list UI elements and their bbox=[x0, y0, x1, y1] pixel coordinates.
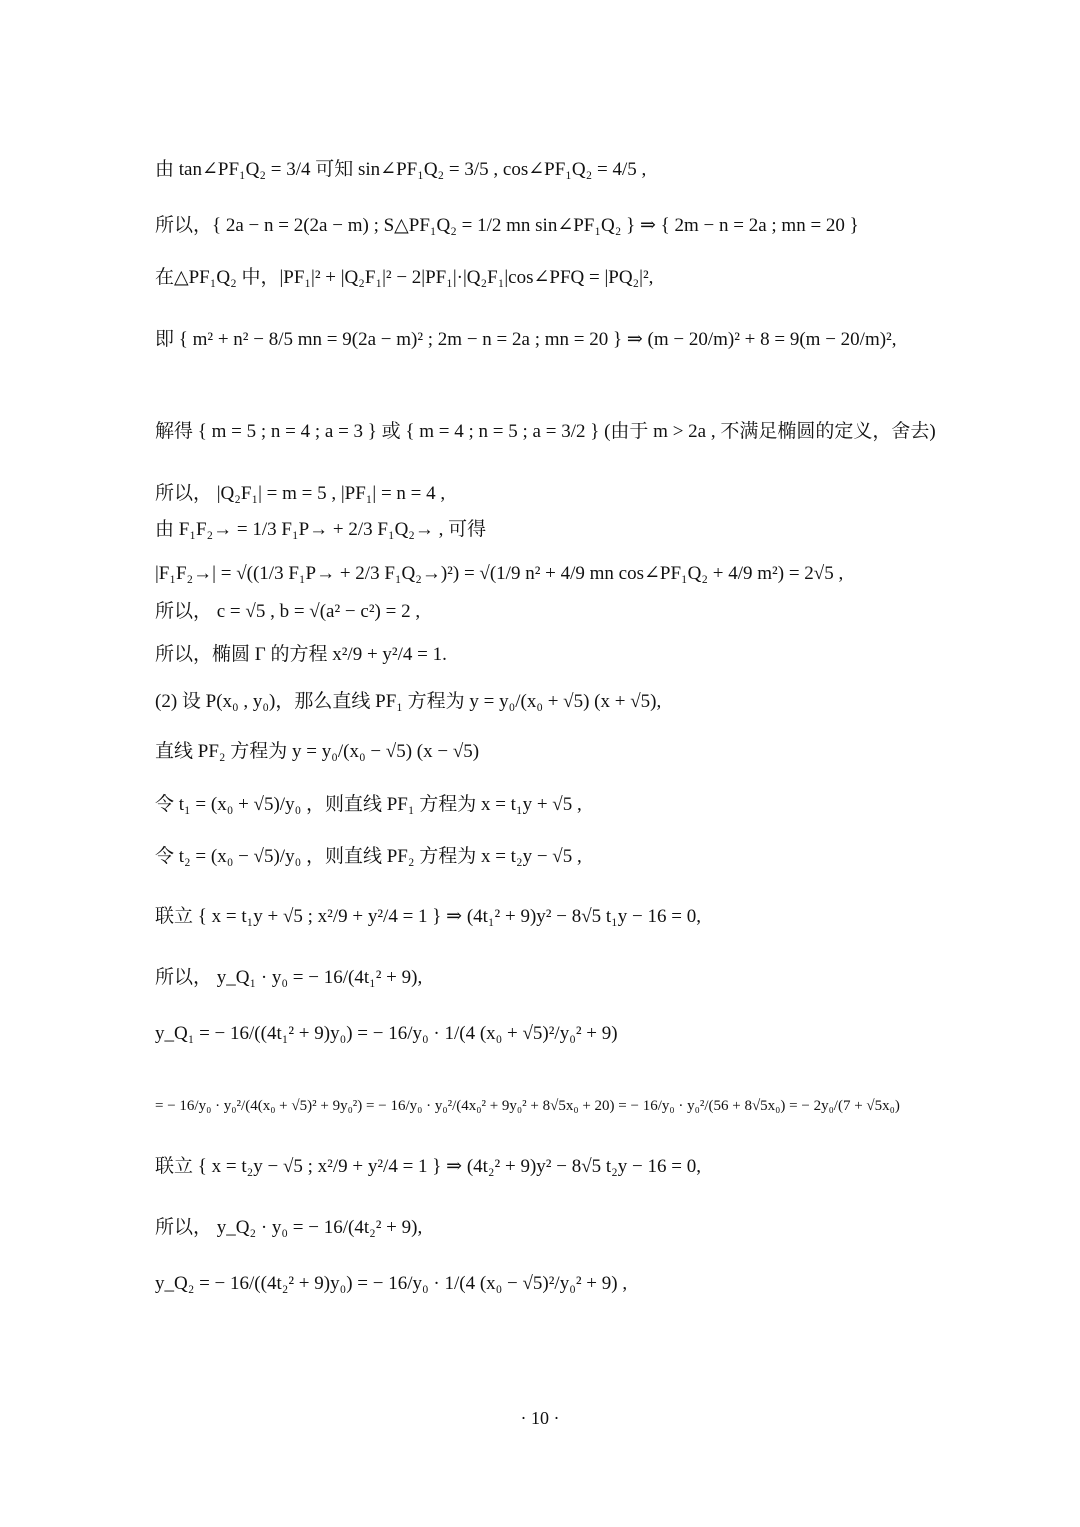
math-line-17: y_Q₁ = − 16/((4t₁² + 9)y₀) = − 16/y₀ · 1/(4 (x₀ + √5)²/y₀² + 9) bbox=[155, 1023, 618, 1044]
math-line-21: y_Q₂ = − 16/((4t₂² + 9)y₀) = − 16/y₀ · 1/(4 (x₀ − √5)²/y₀² + 9) , bbox=[155, 1273, 628, 1294]
math-line-8: |F₁F₂→| = √((1/3 F₁P→ + 2/3 F₁Q₂→)²) = √(1/9 n² + 4/9 mn cos∠PF₁Q₂ + 4/9 m²) = 2√5 , bbox=[155, 563, 844, 584]
math-line-1: 由 tan∠PF₁Q₂ = 3/4 可知 sin∠PF₁Q₂ = 3/5 , cos∠PF₁Q₂ = 4/5 , bbox=[155, 159, 647, 180]
math-line-5: 解得 { m = 5 ; n = 4 ; a = 3 } 或 { m = 4 ; n = 5 ; a = 3/2 } (由于 m > 2a , 不满足椭圆的定义，舍去) bbox=[155, 421, 936, 442]
math-line-15: 联立 { x = t₁y + √5 ; x²/9 + y²/4 = 1 } ⇒ (4t₁² + 9)y² − 8√5 t₁y − 16 = 0, bbox=[155, 906, 701, 927]
math-line-10: 所以，椭圆 Γ 的方程 x²/9 + y²/4 = 1. bbox=[155, 644, 447, 665]
math-line-13: 令 t₁ = (x₀ + √5)/y₀ ，则直线 PF₁ 方程为 x = t₁y + √5 , bbox=[155, 794, 582, 815]
math-line-20: 所以， y_Q₂ · y₀ = − 16/(4t₂² + 9), bbox=[155, 1217, 423, 1238]
math-line-9: 所以， c = √5 , b = √(a² − c²) = 2 , bbox=[155, 601, 421, 622]
math-line-19: 联立 { x = t₂y − √5 ; x²/9 + y²/4 = 1 } ⇒ (4t₂² + 9)y² − 8√5 t₂y − 16 = 0, bbox=[155, 1156, 701, 1177]
math-line-3: 在△PF₁Q₂ 中，|PF₁|² + |Q₂F₁|² − 2|PF₁|·|Q₂F₁|cos∠PFQ = |PQ₂|², bbox=[155, 267, 654, 288]
math-line-18: = − 16/y₀ · y₀²/(4(x₀ + √5)² + 9y₀²) = − 16/y₀ · y₀²/(4x₀² + 9y₀² + 8√5x₀ + 20) = − 16/y₀ · y₀²/(56 + 8√5x₀) = − 2y₀/(7 + √5x₀) bbox=[155, 1098, 900, 1114]
math-line-2: 所以，{ 2a − n = 2(2a − m) ; S△PF₁Q₂ = 1/2 mn sin∠PF₁Q₂ } ⇒ { 2m − n = 2a ; mn = 20 } bbox=[155, 215, 859, 236]
math-line-11: (2) 设 P(x₀ , y₀)，那么直线 PF₁ 方程为 y = y₀/(x₀ + √5) (x + √5), bbox=[155, 691, 662, 712]
math-line-4: 即 { m² + n² − 8/5 mn = 9(2a − m)² ; 2m − n = 2a ; mn = 20 } ⇒ (m − 20/m)² + 8 = 9(m − 20/m)², bbox=[155, 329, 897, 350]
math-line-14: 令 t₂ = (x₀ − √5)/y₀ ，则直线 PF₂ 方程为 x = t₂y − √5 , bbox=[155, 846, 582, 867]
math-line-12: 直线 PF₂ 方程为 y = y₀/(x₀ − √5) (x − √5) bbox=[155, 741, 480, 762]
page-number: · 10 · bbox=[520, 1408, 560, 1428]
math-line-16: 所以， y_Q₁ · y₀ = − 16/(4t₁² + 9), bbox=[155, 967, 423, 988]
math-line-7: 由 F₁F₂→ = 1/3 F₁P→ + 2/3 F₁Q₂→ , 可得 bbox=[155, 519, 487, 540]
math-line-6: 所以， |Q₂F₁| = m = 5 , |PF₁| = n = 4 , bbox=[155, 483, 446, 504]
